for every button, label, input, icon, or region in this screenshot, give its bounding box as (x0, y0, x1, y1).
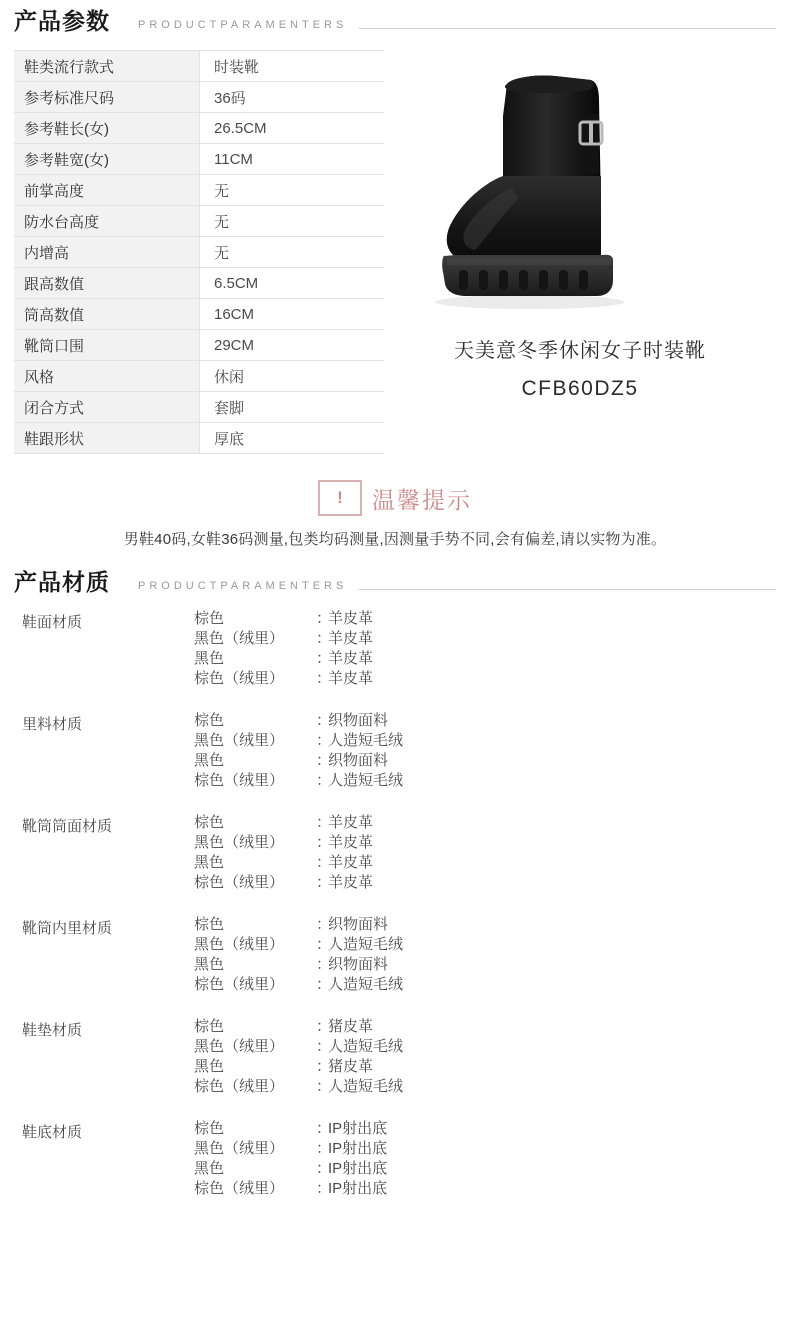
material-separator: ： (316, 650, 332, 667)
material-line (194, 751, 776, 771)
material-separator: ： (316, 916, 332, 933)
material-name: 羊皮革 (328, 630, 374, 647)
header-divider (359, 28, 776, 29)
material-separator: ： (316, 1058, 332, 1075)
section-header-materials (0, 571, 790, 597)
param-value: 36码 (200, 82, 385, 113)
table-row (14, 144, 384, 175)
material-name: 羊皮革 (328, 650, 374, 667)
material-line (194, 669, 776, 689)
material-separator: ： (316, 854, 332, 871)
section-title-params: 产品参数 (14, 8, 110, 34)
param-value: 时装靴 (200, 51, 385, 82)
tip-title: 温馨提示 (372, 486, 472, 513)
material-color: 棕色 (194, 814, 225, 831)
material-color: 黑色（绒里） (194, 1038, 285, 1055)
material-name: 人造短毛绒 (328, 1038, 404, 1055)
param-key: 内增高 (14, 237, 200, 268)
material-name: 羊皮革 (328, 834, 374, 851)
material-name: 羊皮革 (328, 610, 374, 627)
material-color: 棕色（绒里） (194, 772, 285, 789)
param-value: 套脚 (200, 392, 385, 423)
material-name: 人造短毛绒 (328, 732, 404, 749)
material-line (194, 833, 776, 853)
material-label: 鞋垫材质 (22, 1022, 83, 1039)
param-key: 参考鞋宽(女) (14, 144, 200, 175)
material-name: 人造短毛绒 (328, 936, 404, 953)
material-name: 人造短毛绒 (328, 1078, 404, 1095)
material-separator: ： (316, 772, 332, 789)
material-line (194, 1119, 776, 1139)
material-line (194, 853, 776, 873)
material-separator: ： (316, 1160, 332, 1177)
material-line (194, 1037, 776, 1057)
material-separator: ： (316, 1180, 332, 1197)
material-color: 棕色（绒里） (194, 874, 285, 891)
param-value: 无 (200, 175, 385, 206)
material-line (194, 1159, 776, 1179)
table-row (14, 268, 384, 299)
param-key: 闭合方式 (14, 392, 200, 423)
material-separator: ： (316, 956, 332, 973)
material-name: 猪皮革 (328, 1058, 374, 1075)
material-name: 羊皮革 (328, 874, 374, 891)
material-separator: ： (316, 732, 332, 749)
material-color: 棕色（绒里） (194, 976, 285, 993)
material-values (194, 711, 776, 791)
material-separator: ： (316, 936, 332, 953)
tip-header (318, 480, 472, 516)
material-color: 黑色（绒里） (194, 1140, 285, 1157)
tip-banner (0, 480, 790, 549)
product-preview (384, 50, 776, 454)
list-item (14, 1119, 776, 1199)
list-item (14, 813, 776, 893)
param-key: 前掌高度 (14, 175, 200, 206)
table-row (14, 113, 384, 144)
material-separator: ： (316, 874, 332, 891)
material-separator: ： (316, 1038, 332, 1055)
material-color: 棕色（绒里） (194, 1180, 285, 1197)
material-name: IP射出底 (328, 1160, 388, 1177)
parameters-table (14, 50, 384, 454)
material-color: 黑色（绒里） (194, 936, 285, 953)
material-color: 棕色 (194, 610, 225, 627)
material-label: 鞋面材质 (22, 614, 83, 631)
material-line (194, 813, 776, 833)
material-label: 里料材质 (22, 716, 83, 733)
material-name: 猪皮革 (328, 1018, 374, 1035)
product-image (415, 56, 745, 326)
material-name: 人造短毛绒 (328, 976, 404, 993)
material-line (194, 609, 776, 629)
param-value: 6.5CM (200, 268, 385, 299)
param-value: 休闲 (200, 361, 385, 392)
param-key: 鞋类流行款式 (14, 51, 200, 82)
section-title-materials: 产品材质 (14, 569, 110, 595)
material-separator: ： (316, 752, 332, 769)
material-color: 棕色 (194, 1120, 225, 1137)
material-values (194, 915, 776, 995)
material-color: 黑色（绒里） (194, 834, 285, 851)
product-params-block (0, 50, 790, 454)
material-label: 靴筒筒面材质 (22, 818, 113, 835)
material-values (194, 1119, 776, 1199)
material-line (194, 1017, 776, 1037)
table-row (14, 392, 384, 423)
material-name: 织物面料 (328, 916, 389, 933)
boot-illustration (415, 56, 745, 326)
material-separator: ： (316, 610, 332, 627)
product-code: CFB60DZ5 (521, 377, 639, 400)
material-line (194, 975, 776, 995)
material-line (194, 955, 776, 975)
material-line (194, 1077, 776, 1097)
material-separator: ： (316, 712, 332, 729)
material-name: 织物面料 (328, 956, 389, 973)
material-name: 羊皮革 (328, 854, 374, 871)
material-color: 棕色 (194, 1018, 225, 1035)
param-key: 风格 (14, 361, 200, 392)
material-line (194, 771, 776, 791)
table-row (14, 51, 384, 82)
material-name: IP射出底 (328, 1140, 388, 1157)
exclamation-icon: ! (318, 480, 362, 516)
param-value: 11CM (200, 144, 385, 175)
table-row (14, 206, 384, 237)
material-line (194, 731, 776, 751)
material-name: 羊皮革 (328, 670, 374, 687)
material-separator: ： (316, 976, 332, 993)
param-key: 参考标准尺码 (14, 82, 200, 113)
material-line (194, 711, 776, 731)
table-row (14, 361, 384, 392)
param-value: 厚底 (200, 423, 385, 454)
material-name: IP射出底 (328, 1180, 388, 1197)
table-row (14, 237, 384, 268)
material-line (194, 1139, 776, 1159)
param-value: 29CM (200, 330, 385, 361)
material-name: 羊皮革 (328, 814, 374, 831)
section-subtitle-params: PRODUCTPARAMENTERS (138, 19, 348, 31)
material-line (194, 649, 776, 669)
material-separator: ： (316, 834, 332, 851)
param-key: 靴筒口围 (14, 330, 200, 361)
material-color: 棕色 (194, 916, 225, 933)
section-subtitle-materials: PRODUCTPARAMENTERS (138, 580, 348, 592)
material-separator: ： (316, 1120, 332, 1137)
material-color: 黑色 (194, 1160, 225, 1177)
material-separator: ： (316, 1018, 332, 1035)
material-label: 鞋底材质 (22, 1124, 83, 1141)
material-line (194, 1057, 776, 1077)
material-color: 黑色（绒里） (194, 630, 285, 647)
material-separator: ： (316, 1140, 332, 1157)
param-key: 跟高数值 (14, 268, 200, 299)
material-line (194, 1179, 776, 1199)
material-label: 靴筒内里材质 (22, 920, 113, 937)
material-color: 黑色 (194, 752, 225, 769)
param-key: 防水台高度 (14, 206, 200, 237)
param-value: 26.5CM (200, 113, 385, 144)
material-color: 黑色（绒里） (194, 732, 285, 749)
list-item (14, 711, 776, 791)
list-item (14, 609, 776, 689)
param-value: 无 (200, 206, 385, 237)
material-name: 织物面料 (328, 752, 389, 769)
material-name: IP射出底 (328, 1120, 388, 1137)
material-separator: ： (316, 814, 332, 831)
table-row (14, 299, 384, 330)
material-name: 织物面料 (328, 712, 389, 729)
table-row (14, 82, 384, 113)
material-line (194, 629, 776, 649)
param-key: 筒高数值 (14, 299, 200, 330)
material-color: 棕色（绒里） (194, 1078, 285, 1095)
material-color: 棕色（绒里） (194, 670, 285, 687)
material-color: 黑色 (194, 650, 225, 667)
material-line (194, 915, 776, 935)
material-color: 棕色 (194, 712, 225, 729)
product-title: 天美意冬季休闲女子时装靴 (454, 340, 706, 362)
material-color: 黑色 (194, 854, 225, 871)
materials-list (0, 597, 790, 1199)
material-values (194, 609, 776, 689)
table-row (14, 330, 384, 361)
table-row (14, 175, 384, 206)
material-line (194, 873, 776, 893)
material-name: 人造短毛绒 (328, 772, 404, 789)
material-color: 黑色 (194, 1058, 225, 1075)
tip-text: 男鞋40码,女鞋36码测量,包类均码测量,因测量手势不同,会有偏差,请以实物为准。 (123, 531, 667, 548)
header-divider (359, 589, 776, 590)
param-value: 16CM (200, 299, 385, 330)
param-key: 鞋跟形状 (14, 423, 200, 454)
list-item (14, 915, 776, 995)
parameters-table-body (14, 51, 384, 454)
table-row (14, 423, 384, 454)
list-item (14, 1017, 776, 1097)
material-color: 黑色 (194, 956, 225, 973)
material-separator: ： (316, 670, 332, 687)
material-values (194, 1017, 776, 1097)
material-separator: ： (316, 630, 332, 647)
material-separator: ： (316, 1078, 332, 1095)
param-value: 无 (200, 237, 385, 268)
param-key: 参考鞋长(女) (14, 113, 200, 144)
material-values (194, 813, 776, 893)
section-header-params (0, 10, 790, 36)
material-line (194, 935, 776, 955)
